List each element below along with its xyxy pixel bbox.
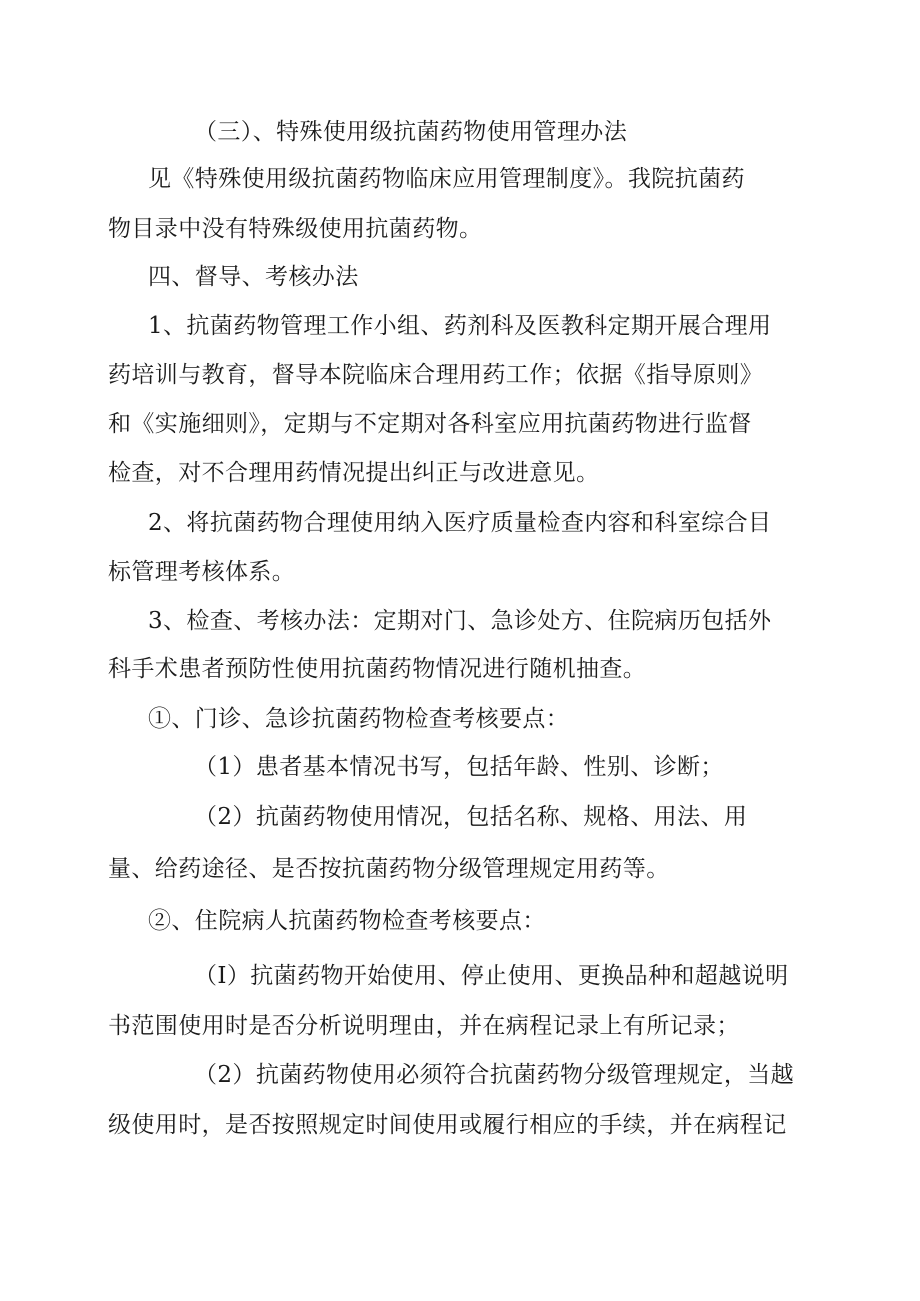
list-item-line: （1）患者基本情况书写，包括年龄、性别、诊断； — [194, 754, 724, 780]
paragraph-line: 药培训与教育，督导本院临床合理用药工作；依据《指导原则》 — [108, 362, 764, 388]
subsection-heading-outpatient: ①、门诊、急诊抗菌药物检查考核要点： — [148, 706, 570, 732]
list-item-line: （2）抗菌药物使用必须符合抗菌药物分级管理规定，当越 — [194, 1062, 795, 1088]
paragraph-line: 和《实施细则》，定期与不定期对各科室应用抗菌药物进行监督 — [108, 411, 752, 437]
section-heading-special-use: （三）、特殊使用级抗菌药物使用管理办法 — [194, 119, 628, 145]
list-item-line: 书范围使用时是否分析说明理由，并在病程记录上有所记录； — [108, 1013, 740, 1039]
section-heading-supervision: 四、督导、考核办法 — [148, 264, 359, 290]
paragraph-line: 物目录中没有特殊级使用抗菌药物。 — [108, 216, 483, 242]
paragraph-line: 科手术患者预防性使用抗菌药物情况进行随机抽查。 — [108, 656, 647, 682]
paragraph-line: 标管理考核体系。 — [108, 559, 296, 585]
list-item-line: 量、给药途径、是否按抗菌药物分级管理规定用药等。 — [108, 856, 670, 882]
paragraph-line: 1、抗菌药物管理工作小组、药剂科及医教科定期开展合理用 — [148, 313, 772, 339]
paragraph-line: 2、将抗菌药物合理使用纳入医疗质量检查内容和科室综合目 — [148, 510, 772, 536]
subsection-heading-inpatient: ②、住院病人抗菌药物检查考核要点： — [148, 908, 546, 934]
paragraph-line: 3、检查、考核办法：定期对门、急诊处方、住院病历包括外 — [148, 608, 772, 634]
list-item-line: 级使用时，是否按照规定时间使用或履行相应的手续，并在病程记 — [108, 1112, 787, 1138]
paragraph-line: 见《特殊使用级抗菌药物临床应用管理制度》。我院抗菌药 — [148, 166, 745, 192]
list-item-line: （I）抗菌药物开始使用、停止使用、更换品种和超越说明 — [194, 963, 789, 989]
paragraph-line: 检查，对不合理用药情况提出纠正与改进意见。 — [108, 460, 600, 486]
list-item-line: （2）抗菌药物使用情况，包括名称、规格、用法、用 — [194, 804, 748, 830]
